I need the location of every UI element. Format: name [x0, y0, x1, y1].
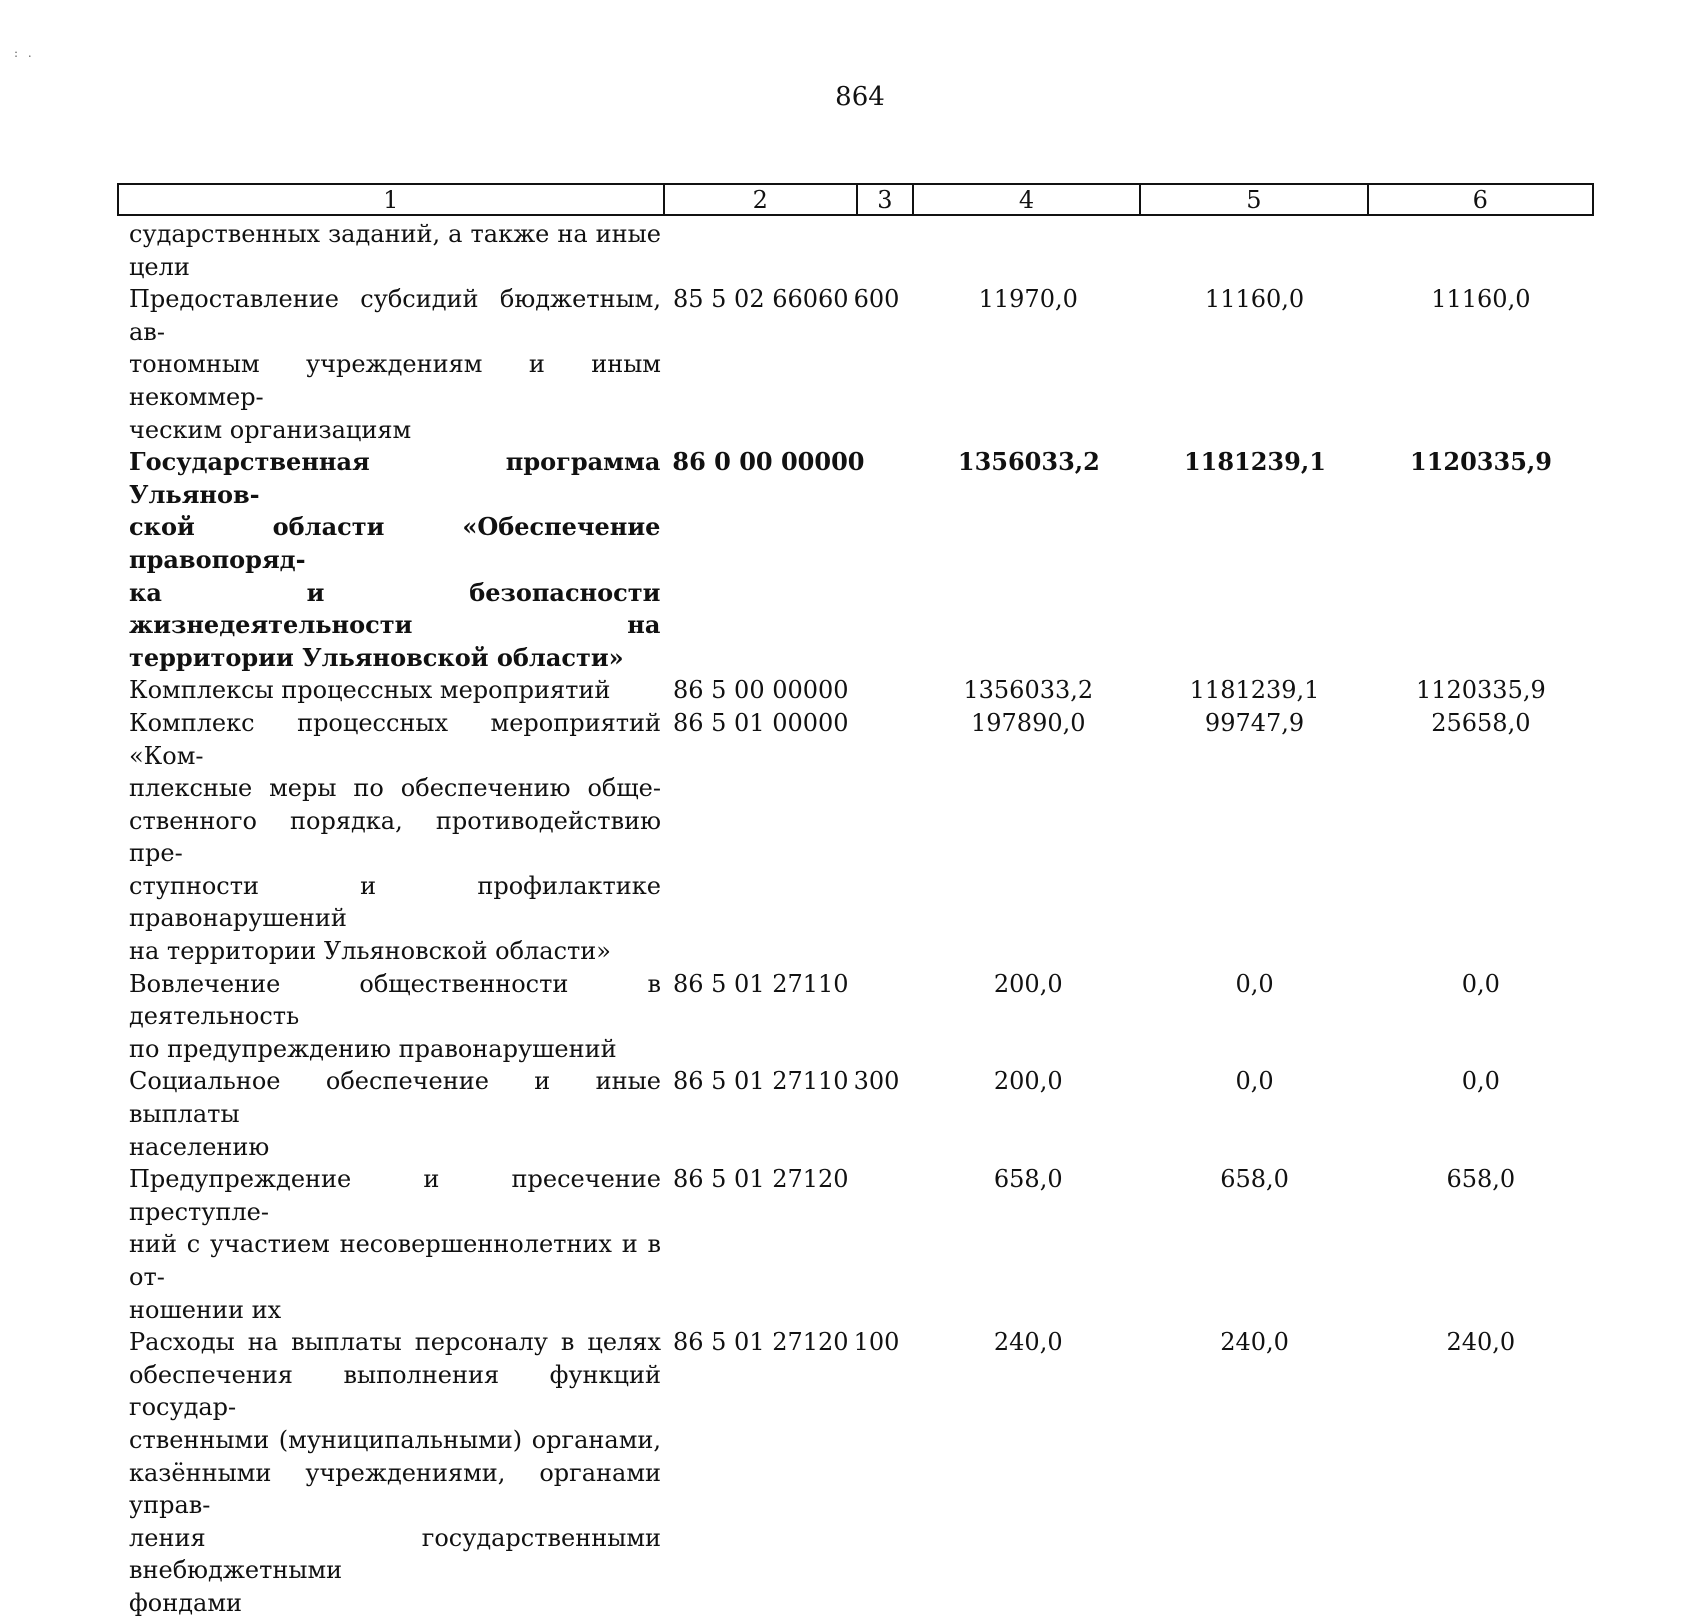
- header-col-2: 2: [665, 185, 858, 214]
- row-value-5: 240,0: [1220, 1328, 1289, 1357]
- table-row: [117, 968, 1594, 1066]
- row-value-6: 11160,0: [1431, 285, 1531, 314]
- description-line: цели: [129, 252, 190, 281]
- row-type: [852, 1163, 923, 1326]
- row-description: [117, 283, 661, 446]
- row-code: 86 0 00 00000: [672, 447, 865, 477]
- description-line: на территории Ульяновской области»: [129, 937, 611, 966]
- row-value-6: 25658,0: [1431, 708, 1531, 737]
- row-type: 300: [853, 1067, 900, 1096]
- description-line: Государственная программа Ульянов-: [129, 447, 661, 509]
- description-line: ления государственными внебюджетными: [129, 1523, 661, 1585]
- row-type: 600: [853, 285, 900, 314]
- row-description: [117, 446, 660, 674]
- row-value-4: 200,0: [993, 1067, 1063, 1096]
- description-line: Социальное обеспечение и иные выплаты: [129, 1067, 661, 1129]
- row-description: [117, 1065, 661, 1163]
- header-col-4: 4: [914, 185, 1141, 214]
- table-row: [117, 1065, 1594, 1163]
- row-value-6: [1368, 218, 1594, 283]
- row-type: [852, 707, 923, 968]
- description-line: сударственных заданий, а также на иные: [129, 220, 661, 248]
- table-row: [117, 1163, 1594, 1326]
- row-value-4: 200,0: [993, 969, 1063, 998]
- header-col-1: 1: [119, 185, 665, 214]
- description-line: ственными (муниципальными) органами,: [129, 1425, 661, 1454]
- row-value-5: 0,0: [1235, 1067, 1274, 1096]
- description-line: ношении их: [129, 1295, 282, 1324]
- row-code: 86 5 00 00000: [672, 676, 849, 705]
- description-line: тономным учреждениям и иным некоммер-: [129, 350, 661, 411]
- header-col-6: 6: [1472, 186, 1488, 214]
- description-line: Расходы на выплаты персоналу в целях: [129, 1328, 661, 1357]
- row-description: [117, 674, 661, 707]
- row-value-5: 658,0: [1220, 1165, 1289, 1194]
- row-value-4: 240,0: [993, 1328, 1063, 1357]
- row-value-6: 0,0: [1461, 1067, 1500, 1096]
- row-description: [117, 1326, 661, 1619]
- row-type: [852, 968, 923, 1066]
- description-line: плексные меры по обеспечению обще-: [129, 774, 661, 803]
- row-description: [117, 968, 661, 1066]
- table-row: [117, 283, 1594, 446]
- description-line: ний с участием несовершеннолетних и в от-: [129, 1230, 661, 1291]
- row-value-5: 11160,0: [1204, 285, 1305, 314]
- row-value-5: 1181239,1: [1183, 447, 1326, 477]
- row-description: [117, 218, 661, 283]
- scan-mark: : .: [14, 46, 35, 60]
- row-code: 86 5 01 27110: [672, 1067, 849, 1096]
- description-line: казёнными учреждениями, органами управ-: [129, 1458, 661, 1520]
- row-value-4: [915, 218, 1141, 283]
- table-row: [117, 674, 1594, 707]
- description-line: ственного порядка, противодействию пре-: [129, 806, 661, 868]
- description-line: Предоставление субсидий бюджетным, ав-: [129, 285, 661, 346]
- row-description: [117, 1163, 661, 1326]
- row-code: 86 5 01 27120: [672, 1328, 849, 1357]
- row-value-6: 0,0: [1461, 969, 1500, 998]
- row-value-4: 1356033,2: [963, 676, 1094, 705]
- table-body: [117, 218, 1594, 1620]
- description-line: Вовлечение общественности в деятельность: [129, 969, 661, 1031]
- row-value-4: 197890,0: [971, 708, 1086, 737]
- row-code: 86 5 01 00000: [672, 708, 849, 737]
- table-row: [117, 446, 1594, 674]
- page-number: 864: [835, 82, 885, 112]
- table-row: [117, 218, 1594, 283]
- row-value-5: 99747,9: [1204, 708, 1305, 737]
- header-col-5: 5: [1141, 185, 1368, 214]
- row-value-4: 1356033,2: [957, 447, 1100, 477]
- row-code: 86 5 01 27110: [672, 969, 849, 998]
- row-description: [117, 707, 661, 968]
- row-type: [852, 446, 923, 674]
- row-value-5: 1181239,1: [1189, 676, 1320, 705]
- row-value-5: 0,0: [1235, 969, 1274, 998]
- description-line: территории Ульяновской области»: [129, 642, 624, 672]
- description-line: ческим организациям: [129, 415, 412, 444]
- description-line: ступности и профилактике правонарушений: [129, 871, 661, 933]
- row-value-6: 1120335,9: [1410, 447, 1552, 477]
- description-line: населению: [129, 1132, 270, 1161]
- row-code: 85 5 02 66060: [672, 285, 849, 314]
- row-value-6: 1120335,9: [1415, 676, 1546, 705]
- row-value-4: 658,0: [993, 1165, 1063, 1194]
- table-header: [117, 183, 1594, 216]
- description-line: ской области «Обеспечение правопоряд-: [129, 512, 661, 574]
- description-line: фондами: [129, 1588, 242, 1617]
- row-code: [661, 218, 852, 283]
- row-value-5: [1141, 218, 1367, 283]
- description-line: Комплексы процессных мероприятий: [129, 676, 611, 705]
- table-row: [117, 1326, 1594, 1619]
- header-col-3: 3: [858, 185, 914, 214]
- description-line: Комплекс процессных мероприятий «Ком-: [129, 708, 661, 770]
- description-line: ка и безопасности жизнедеятельности на: [129, 577, 661, 640]
- description-line: Предупреждение и пресечение преступле-: [129, 1165, 661, 1226]
- row-type: [852, 218, 923, 283]
- table-row: [117, 707, 1594, 968]
- row-value-4: 11970,0: [978, 285, 1078, 314]
- row-value-6: 658,0: [1446, 1165, 1516, 1194]
- row-type: 100: [853, 1328, 900, 1357]
- row-code: 86 5 01 27120: [672, 1165, 849, 1194]
- row-type: [852, 674, 923, 707]
- row-value-6: 240,0: [1446, 1328, 1516, 1357]
- description-line: по предупреждению правонарушений: [129, 1034, 617, 1063]
- description-line: обеспечения выполнения функций государ-: [129, 1360, 661, 1422]
